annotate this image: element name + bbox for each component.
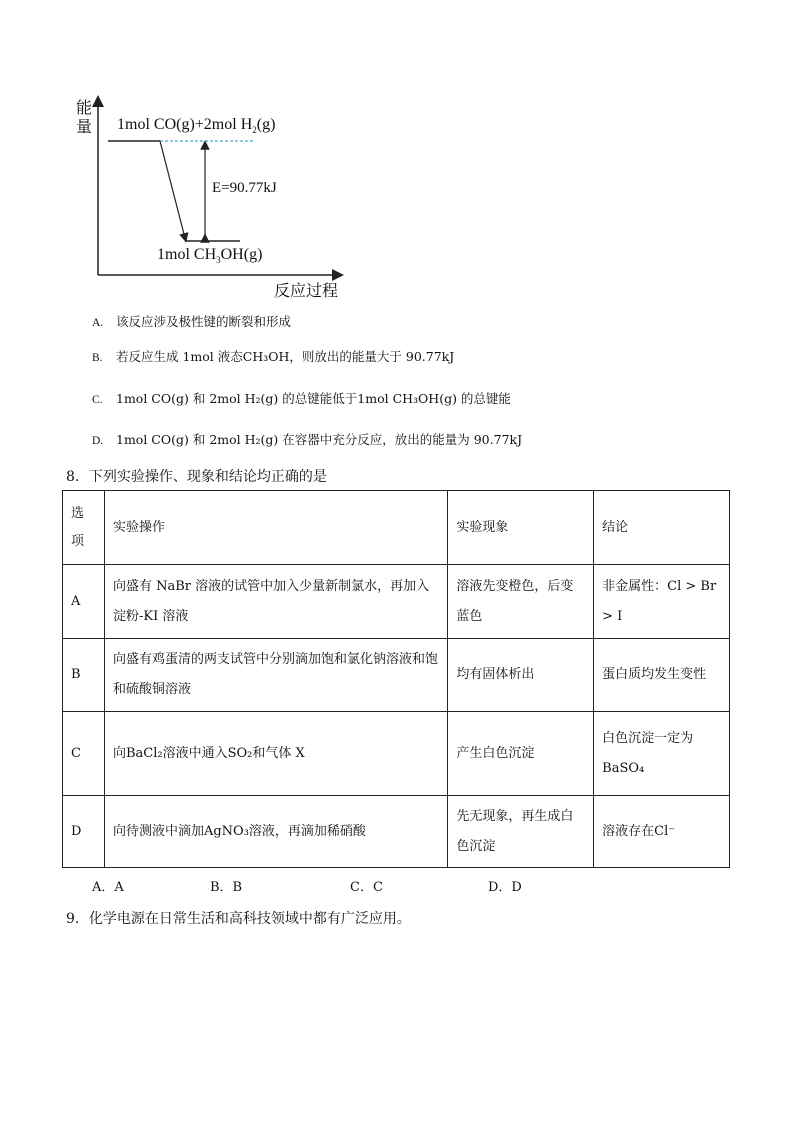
q8-stem: 8．下列实验操作、现象和结论均正确的是 bbox=[66, 469, 327, 485]
reaction-arrow bbox=[160, 141, 185, 238]
header-operation: 实验操作 bbox=[104, 491, 447, 565]
row-option: B bbox=[63, 639, 105, 712]
row-conclusion: 蛋白质均发生变性 bbox=[594, 639, 730, 712]
experiment-table bbox=[62, 490, 730, 868]
row-conclusion: 白色沉淀一定为BaSO₄ bbox=[594, 712, 730, 796]
option-d: D. 1mol CO(g) 和 2mol H₂(g) 在容器中充分反应，放出的能量为 90.77kJ bbox=[92, 432, 523, 447]
row-option: D bbox=[63, 796, 105, 868]
row-phenomenon: 产生白色沉淀 bbox=[448, 712, 594, 796]
row-operation: 向盛有鸡蛋清的两支试管中分别滴加饱和氯化钠溶液和饱和硫酸铜溶液 bbox=[104, 639, 447, 712]
header-phenomenon: 实验现象 bbox=[448, 491, 594, 565]
row-conclusion: 非金属性：Cl > Br > I bbox=[594, 565, 730, 639]
option-b: B. 若反应生成 1mol 液态CH₃OH，则放出的能量大于 90.77kJ bbox=[92, 349, 455, 364]
row-phenomenon: 溶液先变橙色，后变蓝色 bbox=[448, 565, 594, 639]
row-phenomenon: 先无现象，再生成白色沉淀 bbox=[448, 796, 594, 868]
row-operation: 向待测液中滴加AgNO₃溶液，再滴加稀硝酸 bbox=[104, 796, 447, 868]
row-operation: 向BaCl₂溶液中通入SO₂和气体 X bbox=[104, 712, 447, 796]
reactant-label: 1mol CO(g)+2mol $H_2(g)$ bbox=[117, 116, 276, 136]
header-conclusion: 结论 bbox=[594, 491, 730, 565]
answer-a: A．A bbox=[92, 880, 124, 895]
table-row bbox=[63, 565, 730, 639]
q9-stem: 9．化学电源在日常生活和高科技领域中都有广泛应用。 bbox=[66, 911, 411, 927]
table-header-row bbox=[63, 491, 730, 565]
answer-d: D．D bbox=[488, 880, 522, 895]
row-conclusion: 溶液存在Cl⁻ bbox=[594, 796, 730, 868]
x-axis-label: 反应过程 bbox=[274, 281, 339, 300]
answer-c: C．C bbox=[350, 880, 383, 895]
answer-b: B．B bbox=[210, 880, 243, 895]
row-option: C bbox=[63, 712, 105, 796]
option-a: A. 该反应涉及极性键的断裂和形成 bbox=[92, 314, 292, 329]
energy-label: E=90.77kJ bbox=[212, 180, 277, 196]
option-c: C. 1mol CO(g) 和 2mol H₂(g) 的总键能低于1mol CH₃OH(g) 的总键能 bbox=[92, 391, 511, 406]
table-row bbox=[63, 796, 730, 868]
q8-answer-choices bbox=[92, 876, 522, 895]
table-row bbox=[63, 712, 730, 796]
header-option: 选项 bbox=[63, 491, 105, 565]
row-operation: 向盛有 NaBr 溶液的试管中加入少量新制氯水，再加入淀粉-KI 溶液 bbox=[104, 565, 447, 639]
table-row bbox=[63, 639, 730, 712]
product-label: 1mol $CH_3OH(g)$ bbox=[157, 246, 263, 266]
row-phenomenon: 均有固体析出 bbox=[448, 639, 594, 712]
row-option: A bbox=[63, 565, 105, 639]
y-axis-label: 能量 bbox=[76, 98, 93, 136]
